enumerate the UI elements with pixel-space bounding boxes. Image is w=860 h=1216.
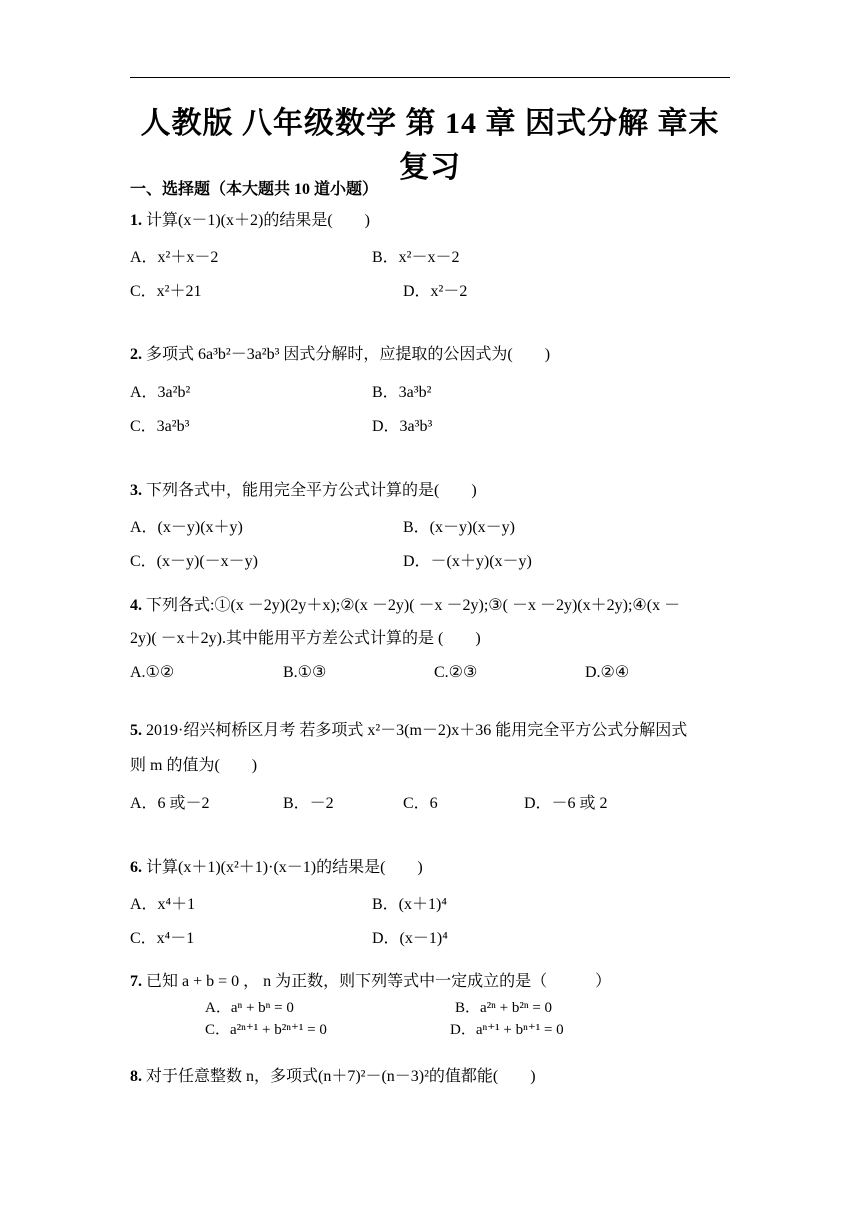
- question-4-continued: 2y)( －x＋2y).其中能用平方差公式计算的是 ( ): [130, 630, 481, 647]
- question-number: 1.: [130, 212, 142, 229]
- question-4: [130, 595, 680, 617]
- option-c: C．a²ⁿ⁺¹ + b²ⁿ⁺¹ = 0: [205, 1022, 327, 1038]
- question-number: 3.: [130, 482, 142, 499]
- question-number: 7.: [130, 973, 142, 990]
- option-b: B．3a³b²: [372, 384, 432, 401]
- question-number: 6.: [130, 859, 142, 876]
- question-stem: 对于任意整数 n，多项式(n＋7)²－(n－3)²的值都能( ): [146, 1068, 536, 1085]
- option-d: D.②④: [585, 664, 630, 681]
- question-7: [130, 971, 611, 993]
- option-b: B．－2: [283, 795, 334, 812]
- question-number: 8.: [130, 1068, 142, 1085]
- question-5-continued: 则 m 的值为( ): [130, 757, 258, 774]
- question-3: [130, 480, 477, 502]
- option-d: D．3a³b³: [372, 418, 433, 435]
- question-2: [130, 344, 550, 366]
- question-number: 2.: [130, 346, 142, 363]
- option-a: A．x⁴＋1: [130, 896, 196, 913]
- question-5: [130, 720, 687, 742]
- option-a: A．x²＋x－2: [130, 249, 219, 266]
- option-b: B．a²ⁿ + b²ⁿ = 0: [455, 1000, 553, 1016]
- question-stem-line-1: 下列各式:①(x －2y)(2y＋x);②(x －2y)( －x －2y);③( －x －2y)(x＋2y);④(x －: [146, 597, 681, 614]
- option-c: C．x²＋21: [130, 283, 202, 300]
- option-b: B.①③: [283, 664, 327, 681]
- option-d: D．－6 或 2: [524, 795, 608, 812]
- page-title: 人教版 八年级数学 第 14 章 因式分解 章末复习: [140, 107, 720, 184]
- question-number: 5.: [130, 722, 142, 739]
- option-b: B．(x＋1)⁴: [372, 896, 447, 913]
- question-stem: 多项式 6a³b²－3a²b³ 因式分解时，应提取的公因式为( ): [146, 346, 551, 363]
- question-number: 4.: [130, 597, 142, 614]
- option-c: C．x⁴－1: [130, 930, 195, 947]
- question-1: [130, 210, 370, 232]
- option-b: B．x²－x－2: [372, 249, 460, 266]
- option-a: A．3a²b²: [130, 384, 191, 401]
- question-stem-line-1: 2019·绍兴柯桥区月考 若多项式 x²－3(m－2)x＋36 能用完全平方公式分解因式: [146, 722, 688, 739]
- option-c: C．6: [403, 795, 438, 812]
- question-6: [130, 857, 423, 879]
- section-heading: 一、选择题（本大题共 10 道小题）: [130, 181, 379, 198]
- option-c: C.②③: [434, 664, 478, 681]
- option-d: D．－(x＋y)(x－y): [403, 553, 532, 570]
- option-b: B．(x－y)(x－y): [403, 519, 515, 536]
- option-d: D．x²－2: [403, 283, 468, 300]
- option-a: A．6 或－2: [130, 795, 210, 812]
- option-c: C．(x－y)(－x－y): [130, 553, 258, 570]
- question-8: [130, 1066, 536, 1088]
- option-a: A．aⁿ + bⁿ = 0: [205, 1000, 294, 1016]
- question-stem: 计算(x－1)(x＋2)的结果是( ): [146, 212, 370, 229]
- question-stem: 计算(x＋1)(x²＋1)·(x－1)的结果是( ): [146, 859, 423, 876]
- option-d: D．(x－1)⁴: [372, 930, 448, 947]
- option-d: D．aⁿ⁺¹ + bⁿ⁺¹ = 0: [450, 1022, 564, 1038]
- question-stem: 已知 a + b = 0 ， n 为正数，则下列等式中一定成立的是（ ）: [146, 973, 612, 990]
- question-stem: 下列各式中，能用完全平方公式计算的是( ): [146, 482, 477, 499]
- option-c: C．3a²b³: [130, 418, 190, 435]
- option-a: A.①②: [130, 664, 175, 681]
- header-rule: [130, 77, 730, 78]
- option-a: A．(x－y)(x＋y): [130, 519, 243, 536]
